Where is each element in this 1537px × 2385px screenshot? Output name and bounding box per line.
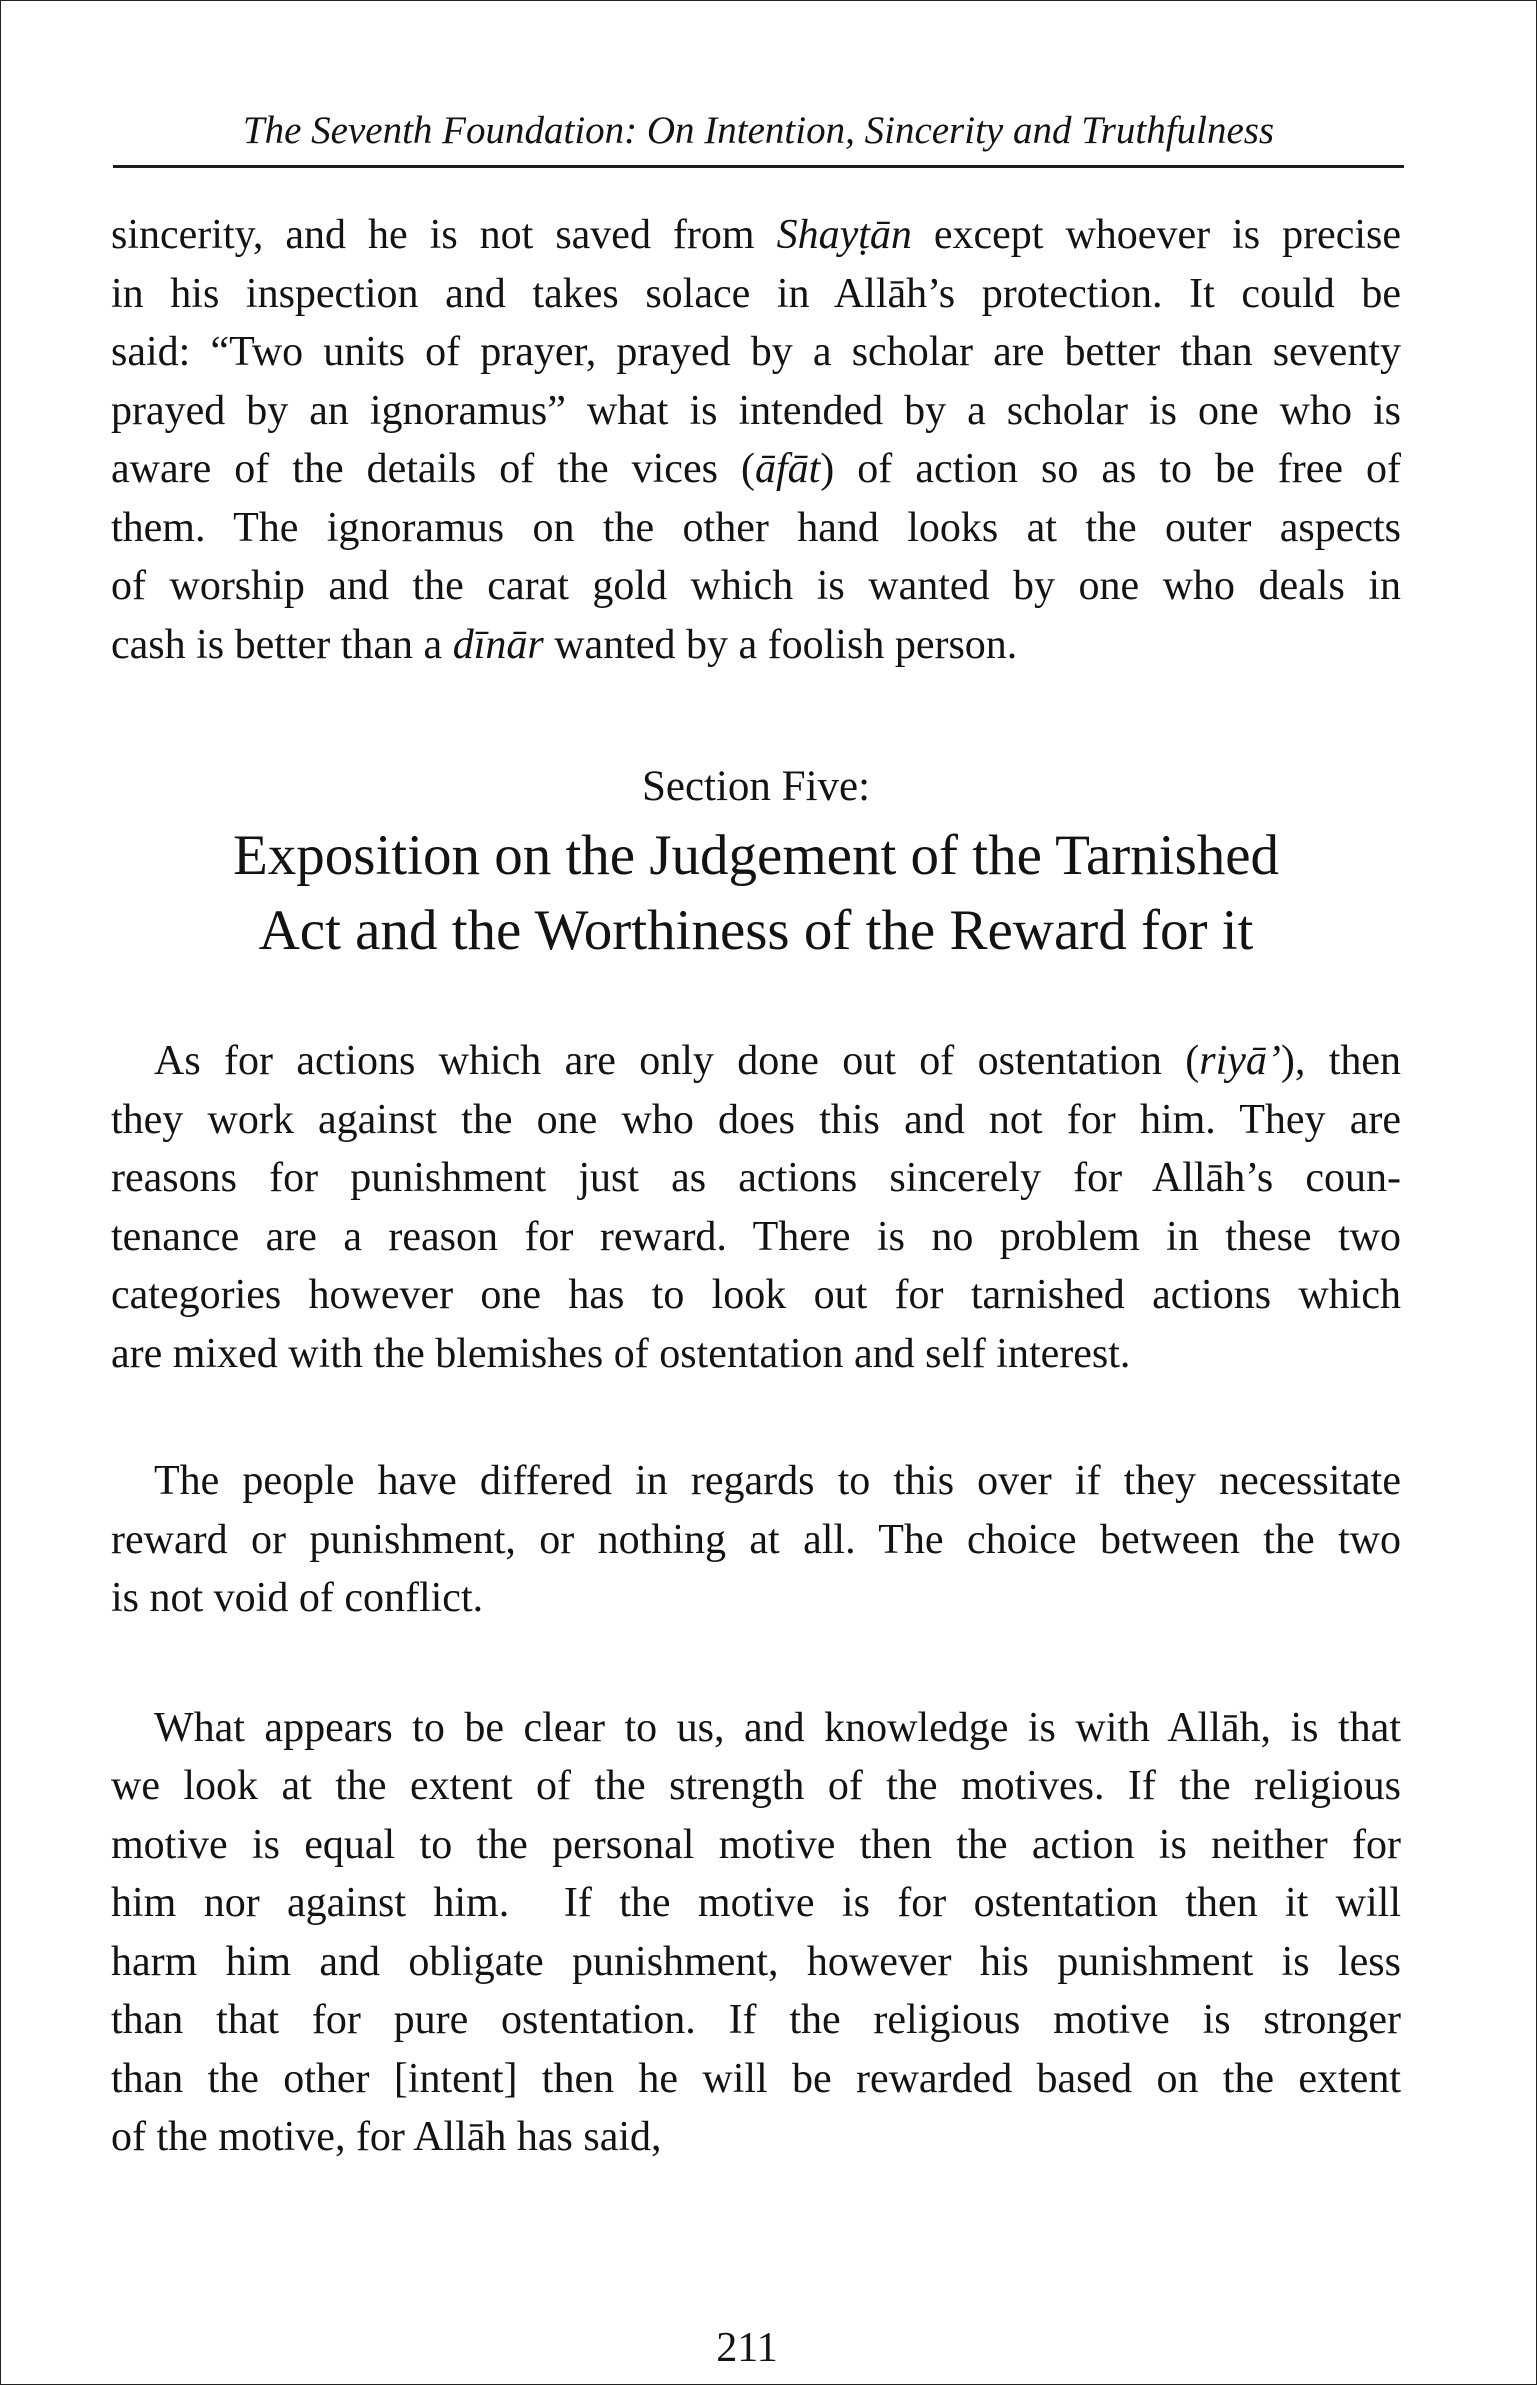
text-line xyxy=(111,1208,1401,1267)
text-line xyxy=(111,1511,1401,1570)
paragraph xyxy=(111,1699,1401,2167)
text-line xyxy=(111,1452,1401,1511)
text-line xyxy=(111,499,1401,558)
text-line xyxy=(111,265,1401,324)
text-line xyxy=(111,1933,1401,1992)
text-line xyxy=(111,1816,1401,1875)
text-run: him nor against him. If the motive is for ostentation then it will xyxy=(111,1880,1401,1926)
text-line xyxy=(111,1149,1401,1208)
paragraph xyxy=(111,1032,1401,1383)
text-run: is not void of conflict. xyxy=(111,1575,484,1621)
text-block xyxy=(111,1,1401,2167)
text-line xyxy=(111,2108,1401,2167)
text-line xyxy=(111,1091,1401,1150)
section-label: Section Five: xyxy=(641,763,871,810)
text-run: harm him and obligate punishment, however his punishment is less xyxy=(111,1938,1401,1985)
section-title xyxy=(111,818,1401,968)
text-line xyxy=(111,1266,1401,1325)
paragraph xyxy=(111,206,1401,674)
text-line xyxy=(111,557,1401,616)
text-run: As for actions which are only done out of ostentation ( xyxy=(154,1038,1200,1084)
section-title-line: Exposition on the Judgement of the Tarnished xyxy=(232,824,1280,887)
section-title-line: Act and the Worthiness of the Reward for it xyxy=(258,899,1254,962)
text-run: them. The ignoramus on the other hand looks at the outer aspects xyxy=(111,504,1401,551)
text-run: motive is equal to the personal motive then the action is neither for xyxy=(111,1821,1401,1868)
text-line xyxy=(111,616,1401,675)
text-run: tenance are a reason for reward. There is no problem in these two xyxy=(111,1213,1401,1260)
text-run: cash is better than a xyxy=(111,621,453,668)
running-header: The Seventh Foundation: On Intention, Sincerity and Truthfulness xyxy=(242,109,1275,152)
text-line xyxy=(111,1874,1401,1933)
text-line xyxy=(111,1325,1401,1384)
text-run: in his inspection and takes solace in Allāh’s protection. It could be xyxy=(111,270,1401,317)
page-number: 211 xyxy=(716,2325,778,2371)
text-line xyxy=(111,1699,1401,1758)
text-run: except whoever is precise xyxy=(911,212,1401,258)
text-run: categories however one has to look out for tarnished actions which xyxy=(111,1272,1401,1318)
transliterated-term: āfāt xyxy=(754,446,821,492)
text-line xyxy=(111,1569,1401,1628)
text-run: sincerity, and he is not saved from xyxy=(111,212,777,258)
text-line xyxy=(111,323,1401,382)
text-run: of the motive, for Allāh has said, xyxy=(111,2114,662,2160)
text-run: What appears to be clear to us, and knowledge is with Allāh, is that xyxy=(154,1704,1401,1751)
text-run: reward or punishment, or nothing at all. The choice between the two xyxy=(111,1516,1401,1563)
text-run: ), then xyxy=(1280,1038,1402,1084)
transliterated-term: Shayṭān xyxy=(776,212,912,258)
text-run: prayed by an ignoramus” what is intended by a scholar is one who is xyxy=(111,387,1401,434)
text-run: said: “Two units of prayer, prayed by a scholar are better than seventy xyxy=(111,329,1401,375)
text-run: are mixed with the blemishes of ostentation and self interest. xyxy=(111,1330,1131,1377)
text-run: we look at the extent of the strength of the motives. If the religious xyxy=(111,1763,1401,1809)
paragraph xyxy=(111,1452,1401,1628)
text-run: of worship and the carat gold which is wanted by one who deals in xyxy=(111,563,1401,609)
text-run: The people have differed in regards to this over if they necessitate xyxy=(154,1458,1401,1504)
text-run: they work against the one who does this and not for him. They are xyxy=(111,1096,1401,1143)
text-line xyxy=(111,206,1401,265)
text-run: ) of action so as to be free of xyxy=(820,446,1401,492)
text-line xyxy=(111,1991,1401,2050)
transliterated-term: dīnār xyxy=(452,621,544,668)
transliterated-term: riyā’ xyxy=(1199,1038,1281,1084)
text-line xyxy=(111,440,1401,499)
text-line xyxy=(111,1032,1401,1091)
text-run: than that for pure ostentation. If the religious motive is stronger xyxy=(111,1997,1401,2043)
text-run: reasons for punishment just as actions sincerely for Allāh’s coun- xyxy=(111,1155,1401,1201)
text-run: aware of the details of the vices ( xyxy=(111,446,755,492)
text-line xyxy=(111,1757,1401,1816)
text-line xyxy=(111,382,1401,441)
text-line xyxy=(111,2050,1401,2109)
text-run: than the other [intent] then he will be rewarded based on the extent xyxy=(111,2055,1401,2102)
text-run: wanted by a foolish person. xyxy=(543,621,1018,668)
